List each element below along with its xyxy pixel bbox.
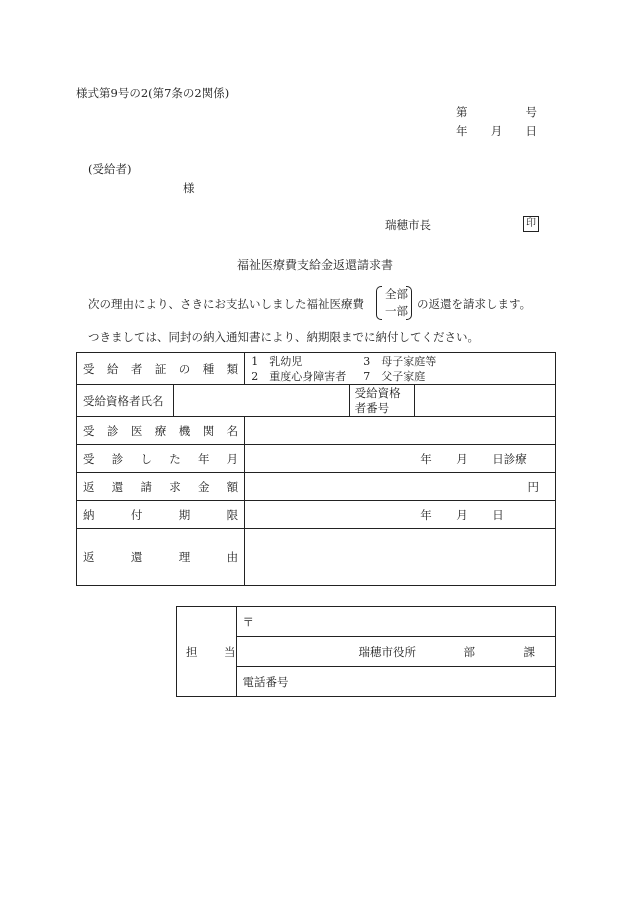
form-number: 様式第9号の2(第7条の2関係) — [76, 86, 230, 100]
qualified-name-label: 受給資格者氏名 — [77, 385, 174, 417]
cert-type-option: 3 母子家庭等 — [363, 354, 437, 368]
cert-type-label-cell — [77, 353, 245, 385]
reason-row — [77, 529, 556, 586]
visit-year: 年 — [420, 451, 432, 466]
due-month: 月 — [456, 507, 468, 522]
recipient-label: (受給者) — [88, 162, 132, 176]
body-line2: つきましては、同封の納入通知書により、納期限までに納付してください。 — [88, 330, 479, 344]
due-date-row — [77, 501, 556, 529]
refund-amount-field[interactable] — [245, 473, 556, 501]
qualified-number-field[interactable] — [414, 385, 555, 417]
month-label: 月 — [490, 124, 503, 138]
issuer-name: 瑞穂市長 — [385, 218, 431, 232]
institution-field[interactable] — [245, 417, 556, 445]
contact-postal-row — [177, 607, 556, 637]
due-date-label-cell — [77, 501, 245, 529]
label-char: 期 — [178, 507, 191, 522]
day-label: 日 — [525, 124, 537, 138]
label-char: 金 — [197, 479, 210, 494]
refund-amount-label-cell — [77, 473, 245, 501]
institution-label — [83, 423, 238, 439]
seal-box: 印 — [523, 216, 539, 232]
visit-date-label — [83, 451, 238, 467]
label-char: 給 — [106, 361, 119, 376]
label-char: 名 — [226, 423, 239, 438]
cert-type-option: 1 乳幼児 — [251, 354, 303, 368]
label-char: 受 — [83, 423, 95, 438]
label-char: 理 — [178, 550, 191, 564]
label-char: 返 — [83, 550, 95, 564]
office-name: 瑞穂市役所 — [358, 644, 417, 659]
phone-field[interactable] — [236, 667, 555, 697]
body-line1-before: 次の理由により、さきにお支払いしました福祉医療費 — [88, 297, 364, 311]
label-char: し — [140, 451, 152, 466]
qualified-number-label-cell — [349, 385, 414, 417]
due-date-label — [83, 507, 238, 523]
postal-field[interactable] — [236, 607, 555, 637]
reason-label-cell — [77, 529, 245, 586]
option-part: 一部 — [385, 304, 408, 318]
label-char: 年 — [197, 451, 210, 466]
label-char: 由 — [226, 550, 239, 564]
visit-date-label-cell — [77, 445, 245, 473]
qualified-name-field[interactable] — [174, 385, 350, 417]
label-char: 月 — [226, 451, 239, 466]
label-char: 類 — [226, 361, 239, 376]
institution-label-cell — [77, 417, 245, 445]
year-label: 年 — [456, 124, 468, 138]
body-line1-after: の返還を請求します。 — [417, 297, 532, 311]
label-char: 納 — [83, 507, 95, 522]
cert-type-option: 7 父子家庭 — [363, 369, 426, 383]
visit-month: 月 — [456, 451, 468, 466]
document-number-line — [456, 104, 537, 120]
go-label: 号 — [525, 105, 537, 119]
cert-type-label — [83, 361, 238, 377]
option-bracket — [376, 286, 412, 320]
label-char: 療 — [154, 423, 167, 438]
visit-date-field[interactable] — [245, 445, 556, 473]
visit-day: 日診療 — [492, 451, 527, 466]
due-day: 日 — [492, 507, 504, 522]
label-char: 当 — [224, 644, 236, 659]
refund-amount-label — [83, 479, 238, 495]
label-char: 還 — [111, 479, 124, 494]
label-char: 者 — [130, 361, 143, 376]
label-char: た — [169, 451, 181, 466]
institution-row — [77, 417, 556, 445]
contact-label-cell — [177, 607, 237, 697]
contact-table — [176, 606, 556, 697]
label-char: 診 — [111, 451, 124, 466]
due-year: 年 — [420, 507, 432, 522]
phone-label: 電話番号 — [242, 674, 289, 689]
label-char: 種 — [202, 361, 215, 376]
cert-type-option: 2 重度心身障害者 — [251, 369, 347, 383]
label-char: 関 — [202, 423, 215, 438]
label-char: 返 — [83, 479, 95, 494]
label-char: 診 — [106, 423, 119, 438]
document-title: 福祉医療費支給金返還請求書 — [237, 258, 394, 272]
cert-type-options — [245, 353, 556, 385]
visit-date-row — [77, 445, 556, 473]
label-char: 証 — [154, 361, 167, 376]
label-char: 医 — [130, 423, 143, 438]
label-char: 請 — [140, 479, 152, 494]
label-char: 求 — [169, 479, 181, 494]
postal-mark: 〒 — [242, 614, 255, 629]
refund-amount-row — [77, 473, 556, 501]
reason-label — [83, 549, 238, 565]
due-date-field[interactable] — [245, 501, 556, 529]
recipient-honorific: 様 — [183, 181, 195, 195]
label-char: 受 — [83, 451, 95, 466]
label-char: 付 — [130, 507, 143, 522]
contact-label — [182, 644, 240, 660]
label-char: の — [178, 361, 191, 376]
qualified-row — [77, 385, 556, 417]
reason-field[interactable] — [245, 529, 556, 586]
label-char: 受 — [83, 361, 95, 376]
label-char: 担 — [186, 644, 198, 659]
request-table — [76, 352, 556, 586]
qualified-number-label: 受給資格者番号 — [354, 385, 401, 415]
date-line — [456, 123, 537, 139]
office-field — [236, 637, 555, 667]
yen-unit: 円 — [527, 479, 539, 494]
option-all: 全部 — [385, 287, 408, 301]
cert-type-row — [77, 353, 556, 385]
label-char: 機 — [178, 423, 191, 438]
label-char: 還 — [130, 550, 143, 564]
label-char: 限 — [226, 507, 239, 522]
label-char: 額 — [226, 479, 239, 494]
section-label: 課 — [523, 644, 536, 659]
department-label: 部 — [463, 644, 476, 659]
dai-label: 第 — [456, 105, 468, 119]
